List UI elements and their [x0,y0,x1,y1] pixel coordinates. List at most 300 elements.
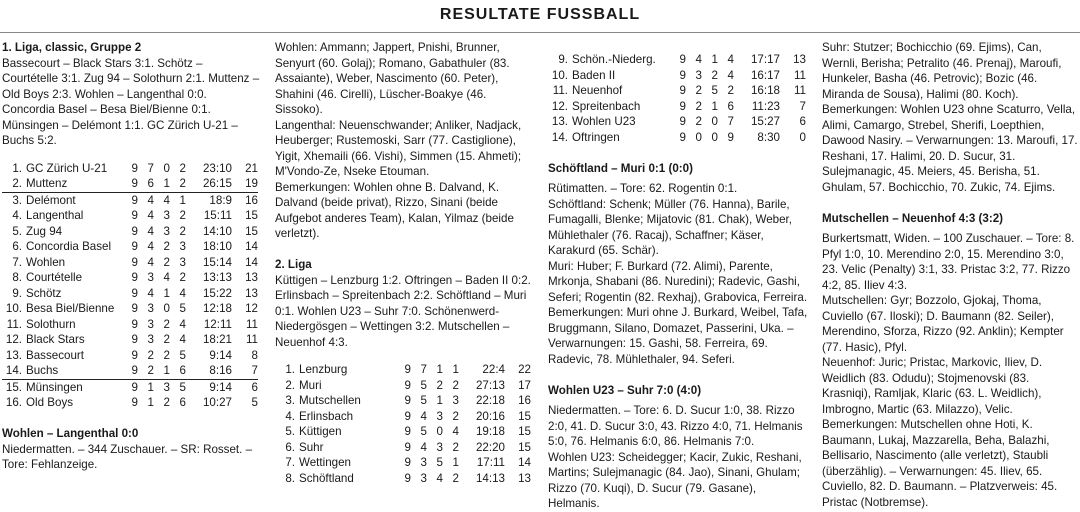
table-cell: 14 [245,240,258,253]
team-name: Wettingen [299,456,351,469]
table-cell: 14 [518,456,531,469]
team-name: Bassecourt [26,348,84,362]
team-name: Langenthal [26,209,84,222]
table-row [2,239,258,255]
section-heading-1-liga: 1. Liga, classic, Gruppe 2 [2,41,142,54]
table-cell: 5 [179,348,186,362]
table-cell: 2 [695,84,702,97]
table-cell: 1. [12,161,22,175]
table-cell: 3 [163,209,170,222]
table-cell: 10. [551,68,568,82]
table-cell: 13. [551,115,568,128]
table-cell: 9 [131,193,138,207]
table-cell: 4 [420,440,427,454]
table-cell: 9 [679,68,686,82]
table-cell: 9 [679,130,686,144]
table-cell: 4 [452,425,459,438]
table-cell: 3. [285,394,295,407]
standings-table-2-liga-part-1 [275,362,531,486]
team-name: Lenzburg [299,363,348,376]
table-cell: 9 [727,130,734,144]
remarks-wohlen-u23-suhr: Bemerkungen: Wohlen U23 ohne Scaturro, Vella, Alimi, Camargo, Strebel, Sherifi, Loepthien, Dawood Nasiry. – Verwarnungen: 13. Maroufi, 17. Reshani, 17. Halimi, 20. D. Sucur, 31. Sulejmanagic, 45. Meiers, 45. Berisha, 51. Ghulam, 57. Bochicchio, 70. Zukic, 74. Ejims. [822,103,1078,194]
table-cell: 3 [147,271,154,284]
table-cell: 2 [163,255,170,269]
team-name: Muri [299,378,322,392]
table-cell: 0 [436,425,443,438]
table-cell: 11:23 [751,99,780,113]
lineup-muri: Muri: Huber; F. Burkard (72. Alimi), Parente, Mrkonja, Shabani (86. Nuredini); Radevic, Gashi, Seferi; Rogentin (82. Rexhaj), Grabovica, Ferreira. [548,259,808,304]
team-name: Schötz [26,286,62,300]
table-cell: 1 [154,363,170,379]
match-info-wohlen-u23-suhr: Niedermatten. – Tore: 6. D. Sucur 1:0, 38. Rizzo 2:0, 41. D. Sucur 3:0, 43. Rizzo 4:0, 71. Helmanis 5:0, 76. Helmanis 6:0, 86. Helmanis 7:0. [548,404,803,448]
table-cell: 27:13 [475,378,505,392]
table-row [275,424,531,440]
team-name: Buchs [26,363,116,379]
page-title: RESULTATE FUSSBALL [439,6,641,23]
table-cell: 6. [12,240,22,253]
table-cell: 9 [404,471,411,485]
table-cell: 5 [420,425,427,438]
table-row [2,395,258,411]
table-cell: 8:30 [757,130,780,144]
table-cell: 15 [518,409,531,423]
table-cell: 4. [12,209,22,222]
lineup-neuenhof: Neuenhof: Juric; Pristac, Markovic, Iliev, D. Weidlich (83. Odudu); Stojmenovski (83. Krasniqi), Ramljak, Klaric (63. L. Weidlich), Imbrogno, Martic (63. Milazzo), Velic. [822,356,1043,416]
match-info-schoeftland-muri: Rütimatten. – Tore: 62. Rogentin 0:1. [548,182,738,195]
table-row [2,270,258,286]
table-cell: 0 [799,130,806,144]
table-cell: 5. [12,224,22,238]
table-cell: 3 [147,302,154,315]
table-cell: 9 [404,440,411,454]
table-cell: 17:17 [750,53,780,66]
team-name: Erlinsbach [299,409,354,423]
table-row [2,348,258,364]
table-cell: 1 [711,53,718,66]
table-cell: 2 [179,161,186,175]
remarks-schoeftland-muri: Bemerkungen: Muri ohne J. Burkard, Weibel, Tafa, Bruggmann, Silano, Domazet, Passerini, Uka. – Verwarnungen: 15. Gashi, 58. Ferreira, 69. Radevic, 78. Mühlethaler, 94. Seferi. [548,306,808,366]
column-3 [548,52,808,512]
table-cell: 9 [404,456,411,469]
team-name: Küttigen [299,425,342,438]
table-cell: 1 [711,99,718,113]
table-cell: 12:18 [202,302,232,315]
table-cell: 1 [154,176,170,192]
table-cell: 2 [163,396,170,409]
table-cell: 11. [552,84,568,97]
table-cell: 9 [116,176,138,192]
table-cell: 4 [420,409,427,423]
table-cell: 9 [679,53,686,66]
table-cell: 12. [5,333,22,346]
table-cell: 2 [179,209,186,222]
table-cell: 11 [793,68,806,82]
table-row [2,363,258,379]
team-name: Wohlen [26,255,66,269]
table-cell: 13. [5,348,22,362]
team-name: Solothurn [26,317,76,331]
table-cell: 5 [179,380,186,394]
table-cell: 4 [147,209,154,222]
table-cell: 2 [452,440,459,454]
standings-table-2-liga-part-2 [548,52,806,145]
table-cell: 3. [12,193,22,207]
lineup-wohlen-u23: Wohlen U23: Scheidegger; Kacir, Zukic, Reshani, Martins; Sulejmanagic (84. Jao), Sinani, Ghulam; Rizzo (70. Kuqi), D. Sucur (79. Gasane), Helmanis. [548,450,802,510]
results-1-liga: Bassecourt – Black Stars 3:1. Schötz – Courtételle 3:1. Zug 94 – Solothurn 2:1. Muttenz – Old Boys 2:3. Wohlen – Langenthal 0:0. Concordia Basel – Besa Biel/Bienne 0:1. Münsingen – Delémont 1:1. GC Zürich U-21 – Buchs 5:2. [2,56,260,147]
table-cell: 4 [695,53,702,66]
table-cell: 4 [147,193,154,207]
table-cell: 0 [711,130,718,144]
table-cell: 7. [285,456,295,469]
team-name: GC Zürich U-21 [26,161,108,175]
table-cell: 6. [285,440,295,454]
table-cell: 2 [163,348,170,362]
table-cell: 9 [131,271,138,284]
match-report-wohlen-langenthal: Niedermatten. – 344 Zuschauer. – SR: Rosset. – Tore: Fehlanzeige. [2,442,253,471]
table-cell: 6 [138,176,154,192]
table-cell: 19 [232,176,258,192]
results-2-liga: Küttigen – Lenzburg 1:2. Oftringen – Baden II 0:2. Erlinsbach – Spreitenbach 2:2. Schöftland – Muri 0:1. Wohlen U23 – Suhr 7:0. Schönenwerd-Niedergösgen – Wettingen 3:2. Mutschellen – Neuenhof 4:3. [275,273,531,349]
table-cell: 4 [727,68,734,82]
table-cell: 9 [404,378,411,392]
table-cell: 4 [179,286,186,300]
table-row [2,379,258,395]
table-cell: 9:14 [209,380,232,394]
table-cell: 3 [163,224,170,238]
table-cell: 7. [12,255,22,269]
table-row [2,161,258,177]
table-cell: 3 [420,456,427,469]
table-cell: 1 [452,363,459,376]
team-name: Baden II [572,68,616,82]
table-cell: 15 [518,440,531,454]
table-cell: 10. [5,302,22,315]
table-cell: 9 [131,380,138,394]
table-cell: 5 [436,456,443,469]
table-cell: 3 [179,255,186,269]
table-cell: 16:18 [750,84,780,97]
table-cell: 2 [163,317,170,331]
table-cell: 11 [245,333,258,346]
table-cell: 13 [793,53,806,66]
table-cell: 7 [727,115,734,128]
table-row [275,393,531,409]
table-cell: 5 [420,394,427,407]
table-cell: 2 [163,240,170,253]
team-name: Schön.-Niederg. [572,53,656,66]
table-cell: 9 [131,317,138,331]
table-cell: 15 [245,224,258,238]
table-row [548,99,806,115]
table-cell: 3 [147,333,154,346]
table-cell: 2 [138,363,154,379]
table-cell: 18:10 [202,240,232,253]
column-2 [275,40,533,486]
team-name: Wohlen U23 [572,115,636,128]
table-cell: 15:11 [203,209,232,222]
table-cell: 18:21 [202,333,232,346]
team-name: Münsingen [26,380,83,394]
match-heading-mutschellen-neuenhof: Mutschellen – Neuenhof 4:3 (3:2) [822,211,1004,225]
table-cell: 1 [452,456,459,469]
table-cell: 16. [5,396,22,409]
table-cell: 9 [404,409,411,423]
table-cell: 5 [420,378,427,392]
remarks-wohlen-langenthal: Bemerkungen: Wohlen ohne B. Dalvand, K. Dalvand (beide privat), Rizzo, Sinani (beide Aufgebot anderes Team), Kalan, Yilmaz (beide verletzt). [275,180,514,240]
table-cell: 2 [170,176,186,192]
table-cell: 5. [285,425,295,438]
table-cell: 18:9 [209,193,232,207]
table-cell: 4 [147,224,154,238]
table-cell: 9 [679,84,686,97]
table-cell: 15 [245,209,258,222]
table-cell: 8. [285,471,295,485]
table-cell: 15:27 [750,115,780,128]
table-cell: 3 [420,471,427,485]
table-row [548,130,806,146]
table-row [275,471,531,487]
table-row [2,208,258,224]
table-cell: 10:27 [202,396,232,409]
table-cell: 3 [147,317,154,331]
table-cell: 2 [452,471,459,485]
table-cell: 14. [551,130,568,144]
table-cell: 9 [679,115,686,128]
table-cell: 5 [179,302,186,315]
table-row [548,52,806,68]
table-row [2,301,258,317]
table-cell: 4 [147,240,154,253]
table-cell: 9 [404,363,411,376]
team-name: Neuenhof [572,84,623,97]
table-cell: 13 [245,286,258,300]
table-cell: 2. [2,176,26,192]
table-cell: 7 [147,161,154,175]
table-cell: 2 [727,84,734,97]
table-cell: 9 [131,224,138,238]
table-cell: 15 [518,425,531,438]
table-cell: 4 [163,271,170,284]
table-cell: 9 [131,161,138,175]
table-cell: 2 [452,378,459,392]
table-cell: 0 [163,161,170,175]
table-cell: 4 [147,255,154,269]
table-cell: 1 [147,396,154,409]
table-cell: 6 [179,396,186,409]
table-cell: 2 [163,333,170,346]
table-cell: 9 [131,348,138,362]
table-row [2,224,258,240]
table-cell: 1 [436,363,443,376]
table-cell: 15:14 [202,255,232,269]
table-cell: 23:10 [202,161,232,175]
team-name: Black Stars [26,333,85,346]
table-cell: 9 [679,99,686,113]
table-cell: 5 [711,84,718,97]
lineup-schoeftland: Schöftland: Schenk; Müller (76. Hanna), Barile, Fumagalli, Blenke; Mijatovic (81. Chak), Weber, Mühlethaler (76. Racaj), Schaffner; Käser, Karakurd (65. Schär). [548,197,792,257]
team-name: Courtételle [26,271,83,284]
table-cell: 2 [695,115,702,128]
table-cell: 11 [245,317,258,331]
team-name: Mutschellen [299,394,361,407]
table-cell: 14:10 [202,224,232,238]
table-cell: 14 [245,255,258,269]
table-cell: 14. [2,363,26,379]
lineup-langenthal: Langenthal: Neuenschwander; Anliker, Nadjack, Heuberger; Rustemoski, Sarr (77. Castiglione), Yigit, Xhemaili (66. Vishi), Simmen (15. Ahmeti); M'Vondo-Ze, Nseke Etouman. [275,118,522,178]
table-cell: 8:16 [186,363,232,379]
table-cell: 6 [251,380,258,394]
team-name: Schöftland [299,471,354,485]
table-row [2,286,258,302]
table-cell: 4 [147,286,154,300]
section-heading-2-liga: 2. Liga [275,258,312,271]
table-cell: 12:11 [203,317,232,331]
table-cell: 1 [163,286,170,300]
table-cell: 13 [245,271,258,284]
table-cell: 2 [179,224,186,238]
team-name: Oftringen [572,130,620,144]
table-cell: 19:18 [475,425,505,438]
title-rule [0,32,1080,33]
table-row [2,317,258,333]
table-cell: 14:13 [475,471,505,485]
table-cell: 4 [436,471,443,485]
table-cell: 6 [170,363,186,379]
table-cell: 4 [179,317,186,331]
table-cell: 2 [695,99,702,113]
table-row [548,114,806,130]
table-row [275,378,531,394]
lineup-wohlen: Wohlen: Ammann; Jappert, Pnishi, Brunner, Senyurt (60. Golaj); Romano, Gabathuler (83. Assaiante), Weber, Nascimento (60. Peter), Shahini (46. Cirelli), Lüscher-Boakye (46. Sissoko). [275,41,510,116]
match-info-mutschellen-neuenhof: Burkertsmatt, Widen. – 100 Zuschauer. – Tore: 8. Pfyl 1:0, 10. Merendino 2:0, 15. Merendino 3:0, 23. Velic (Penalty) 3:1, 33. Pristac 3:2, 77. Rizzo 4:2, 85. Iliev 4:3. [822,232,1075,292]
lineup-suhr: Suhr: Stutzer; Bochicchio (69. Ejims), Can, Wernli, Berisha; Petralito (46. Prenaj), Maroufi, Hunkeler, Basha (46. Petrovic); Bozic (46. Miranda de Sousa), Halimi (80. Koch). [822,41,1062,101]
column-4 [822,40,1078,510]
table-cell: 2 [147,348,154,362]
table-row [2,176,258,192]
table-cell: 1 [436,394,443,407]
column-1 [2,40,260,473]
table-cell: 4 [727,53,734,66]
table-cell: 3 [163,380,170,394]
table-cell: 16 [245,193,258,207]
table-cell: 0 [695,130,702,144]
table-cell: 9 [131,302,138,315]
table-cell: 9 [131,240,138,253]
table-cell: 22:18 [475,394,505,407]
table-cell: 0 [163,302,170,315]
table-cell: 3 [179,240,186,253]
team-name: Delémont [26,193,76,207]
table-cell: 3 [436,440,443,454]
table-cell: 12 [245,302,258,315]
team-name: Besa Biel/Bienne [26,302,115,315]
team-name: Muttenz [26,176,116,192]
table-cell: 0 [711,115,718,128]
table-cell: 3 [452,394,459,407]
match-heading-wohlen-langenthal: Wohlen – Langenthal 0:0 [2,427,139,440]
table-cell: 16 [518,394,531,407]
table-cell: 22:20 [475,440,505,454]
table-cell: 7 [420,363,427,376]
table-row [275,362,531,378]
table-cell: 2 [711,68,718,82]
match-heading-wohlen-u23-suhr: Wohlen U23 – Suhr 7:0 (4:0) [548,383,702,397]
table-cell: 21 [245,161,258,175]
table-cell: 2. [285,378,295,392]
table-cell: 16:17 [750,68,780,82]
table-row [275,440,531,456]
team-name: Suhr [299,440,324,454]
table-cell: 13:13 [202,271,232,284]
table-cell: 8. [12,271,22,284]
lineup-mutschellen: Mutschellen: Gyr; Bozzolo, Gjokaj, Thoma, Cuviello (67. Iloski); D. Baumann (82. Seiler), Merendino, Sforza, Rizzo (92. Anklin); Kempter (77. Hasic), Pfyl. [822,294,1064,354]
match-heading-schoeftland-muri: Schöftland – Muri 0:1 (0:0) [548,161,693,175]
table-cell: 9 [131,396,138,409]
table-cell: 9:14 [209,348,232,362]
team-name: Concordia Basel [26,240,112,253]
table-cell: 6 [727,99,734,113]
table-cell: 6 [799,115,806,128]
remarks-mutschellen-neuenhof: Bemerkungen: Mutschellen ohne Hoti, K. Baumann, Lukaj, Mazzarella, Beha, Balazhi, Bellisario, Nascimento (alle verletzt), Staubli (überzählig). – Verwarnungen: 45. Iliev, 65. Cuviello, 82. D. Baumann. – Platzverweis: 45. Pristac (Notbremse). [822,418,1058,509]
team-name: Spreitenbach [572,99,641,113]
table-cell: 17 [518,378,531,392]
table-cell: 15:22 [202,286,232,300]
table-cell: 9 [131,286,138,300]
team-name: Old Boys [26,396,74,409]
table-cell: 2 [436,378,443,392]
table-cell: 13 [518,471,531,485]
table-cell: 26:15 [186,176,232,192]
table-cell: 15. [5,380,22,394]
table-cell: 9 [131,209,138,222]
table-cell: 9 [404,394,411,407]
table-cell: 2 [179,271,186,284]
table-row [2,332,258,348]
table-cell: 9 [131,255,138,269]
table-cell: 4 [163,193,170,207]
table-cell: 5 [251,396,258,409]
table-cell: 20:16 [475,409,505,423]
table-row [548,68,806,84]
table-cell: 3 [436,409,443,423]
table-cell: 1 [179,193,186,207]
table-row [2,255,258,271]
table-row [548,83,806,99]
table-cell: 9 [116,363,138,379]
table-row [2,192,258,208]
table-cell: 11 [793,84,806,97]
table-cell: 2 [452,409,459,423]
standings-table-1-liga [2,161,258,411]
team-name: Zug 94 [26,224,63,238]
table-cell: 4 [179,333,186,346]
table-cell: 12. [551,99,568,113]
table-cell: 22:4 [482,363,505,376]
table-cell: 9 [404,425,411,438]
table-cell: 9. [12,286,22,300]
table-cell: 9. [558,53,568,66]
table-cell: 1. [285,363,295,376]
table-cell: 17:11 [476,456,505,469]
table-cell: 1 [147,380,154,394]
table-cell: 9 [131,333,138,346]
table-cell: 11. [6,317,22,331]
table-cell: 4. [285,409,295,423]
table-row [275,455,531,471]
table-cell: 8 [251,348,258,362]
table-cell: 7 [232,363,258,379]
table-cell: 7 [799,99,806,113]
